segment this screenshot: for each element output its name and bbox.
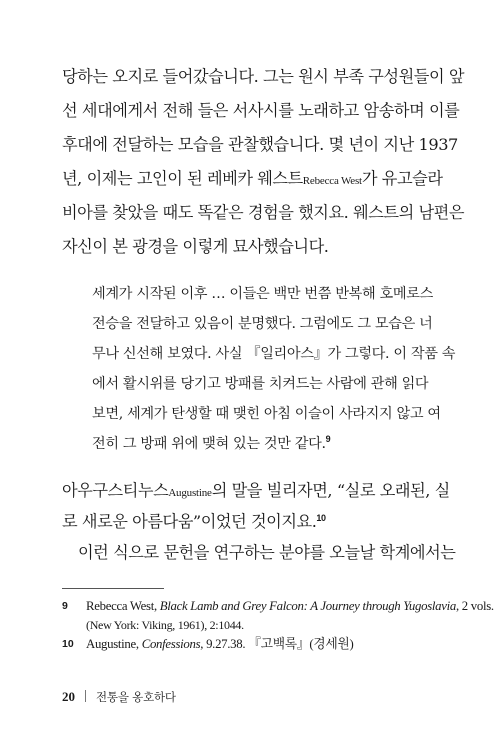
footnote-text: , 9.27.38. 『고백록』(경세원) <box>200 637 354 651</box>
body-line: 당하는 오지로 들어갔습니다. 그는 원시 부족 구성원들이 앞 <box>62 67 465 86</box>
footnote-text: Rebecca West, <box>86 599 160 613</box>
latin-name: Rebecca West <box>302 175 362 187</box>
footnote-number: 9 <box>62 600 68 612</box>
footnote-text: Augustine, <box>86 637 142 651</box>
quote-line: 에서 활시위를 당기고 방패를 치켜드는 사람에 관해 읽다 <box>92 376 429 392</box>
quote-text: 전히 그 방패 위에 맺혀 있는 것만 같다. <box>92 436 326 452</box>
body-line: 자신이 본 광경을 이렇게 묘사했습니다. <box>62 237 329 256</box>
latin-name: Augustine <box>168 487 212 499</box>
footnote-line: (New York: Viking, 1961), 2:1044. <box>86 618 244 632</box>
body-line: 이런 식으로 문헌을 연구하는 분야를 오늘날 학계에서는 <box>78 543 456 562</box>
footnote-ref[interactable]: 9 <box>325 434 331 444</box>
body-text: 의 말을 빌리자면, “실로 오래된, 실 <box>211 481 450 500</box>
footnote-line <box>86 598 494 614</box>
footnote-line <box>86 636 353 652</box>
body-line: 선 세대에게서 전해 들은 서사시를 노래하고 암송하며 이를 <box>62 101 460 120</box>
footnote-number: 10 <box>62 638 74 650</box>
body-text: 아우구스티누스 <box>62 481 169 500</box>
body-line: 후대에 전달하는 모습을 관찰했습니다. 몇 년이 지난 1937 <box>62 135 458 154</box>
running-title: 전통을 옹호하다 <box>96 690 176 704</box>
page-number: 20 <box>62 689 75 704</box>
quote-line: 보면, 세계가 탄생할 때 맺힌 아침 이슬이 사라지지 않고 여 <box>92 406 441 422</box>
quote-line: 세계가 시작된 이후 … 이들은 백만 번쯤 반복해 호메로스 <box>92 286 433 302</box>
footer-separator <box>85 690 86 702</box>
body-text: 년, 이제는 고인이 된 레베카 웨스트 <box>62 169 303 188</box>
body-text: 로 새로운 아름다움”이었던 것이지요. <box>62 512 317 531</box>
body-text: 가 유고슬라 <box>361 169 443 188</box>
book-title: Confessions <box>141 637 201 651</box>
quote-line <box>92 435 330 453</box>
body-line <box>62 512 326 532</box>
body-line <box>62 481 450 503</box>
book-title: Black Lamb and Grey Falcon: A Journey through Yugoslavia <box>159 599 456 613</box>
footnote-ref[interactable]: 10 <box>316 513 326 523</box>
footnote-text: , 2 vols. <box>456 599 494 613</box>
quote-line: 전승을 전달하고 있음이 분명했다. 그럼에도 그 모습은 너 <box>92 316 433 332</box>
body-line <box>62 169 443 191</box>
footnote-divider <box>62 588 164 589</box>
page-footer <box>62 689 176 705</box>
body-line: 비아를 찾았을 때도 똑같은 경험을 했지요. 웨스트의 남편은 <box>62 203 465 222</box>
quote-line: 무나 신선해 보였다. 사실 『일리아스』가 그렇다. 이 작품 속 <box>92 346 456 362</box>
